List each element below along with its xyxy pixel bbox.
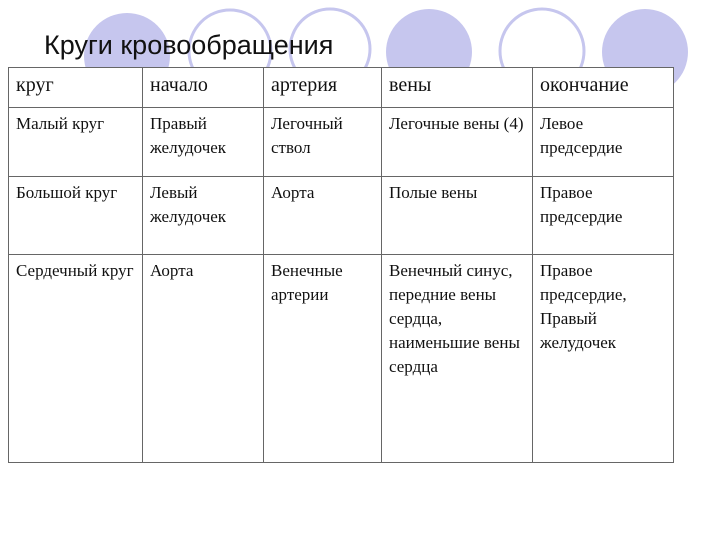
- header-end: окончание: [533, 68, 674, 108]
- cell-end: Правое предсердие, Правый желудочек: [533, 255, 674, 463]
- circulation-table: [8, 67, 674, 463]
- header-circle: круг: [9, 68, 143, 108]
- table-row: [9, 108, 674, 177]
- cell-circle: Большой круг: [9, 177, 143, 255]
- header-veins: вены: [382, 68, 533, 108]
- cell-circle: Малый круг: [9, 108, 143, 177]
- slide-title: Круги кровообращения: [44, 30, 334, 60]
- cell-circle: Сердечный круг: [9, 255, 143, 463]
- cell-start: Правый желудочек: [143, 108, 264, 177]
- cell-veins: Полые вены: [382, 177, 533, 255]
- cell-artery: Венечные артерии: [264, 255, 382, 463]
- cell-artery: Аорта: [264, 177, 382, 255]
- header-start: начало: [143, 68, 264, 108]
- cell-artery: Легочный ствол: [264, 108, 382, 177]
- cell-end: Левое предсердие: [533, 108, 674, 177]
- cell-veins: Легочные вены (4): [382, 108, 533, 177]
- table-header-row: [9, 68, 674, 108]
- cell-start: Левый желудочек: [143, 177, 264, 255]
- table-row: [9, 177, 674, 255]
- cell-start: Аорта: [143, 255, 264, 463]
- cell-veins: Венечный синус, передние вены сердца, наименьшие вены сердца: [382, 255, 533, 463]
- cell-end: Правое предсердие: [533, 177, 674, 255]
- table-row: [9, 255, 674, 463]
- header-artery: артерия: [264, 68, 382, 108]
